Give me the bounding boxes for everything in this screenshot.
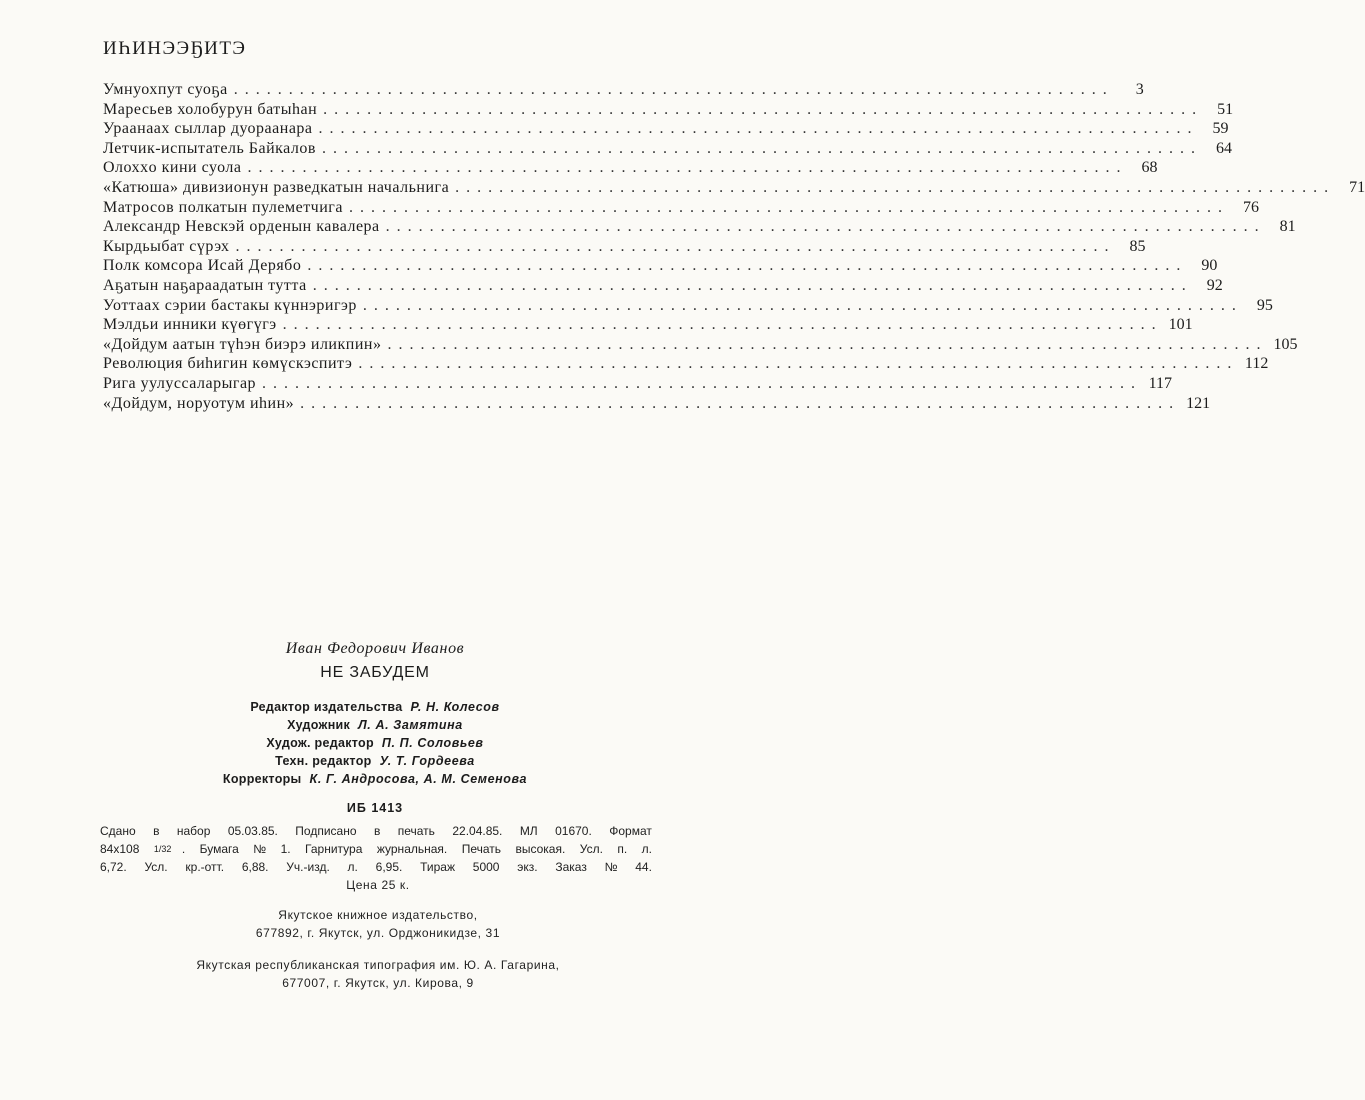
toc-entry-page: 90	[1201, 257, 1218, 275]
toc-entry-title: Матросов полкатын пулеметчига	[103, 198, 343, 216]
pub-word: №	[604, 860, 618, 874]
price: Цена 25 к.	[346, 878, 410, 892]
publisher	[100, 906, 656, 942]
toc-dot-leader: ................................................................................	[312, 276, 1193, 294]
pub-word: п.	[617, 842, 628, 856]
toc-entry-page: 95	[1256, 296, 1273, 314]
toc-entry-title: Рига уулуссаларыгар	[103, 374, 257, 392]
pub-word: .	[181, 842, 186, 856]
toc-entry	[103, 354, 1269, 374]
pub-word: 6,95.	[375, 860, 403, 874]
toc-dot-leader: ................................................................................	[307, 257, 1188, 275]
toc-entry-page: 105	[1273, 335, 1298, 353]
credit-person: Л. А. Замятина	[358, 718, 463, 732]
print-run-line	[100, 858, 656, 876]
imprint-block	[90, 636, 660, 815]
toc-entry-title: Ураанаах сыллар дуораанара	[103, 120, 313, 138]
toc-entry-page: 64	[1215, 139, 1232, 157]
pub-word: Заказ	[555, 860, 587, 874]
toc-entry-page: 3	[1135, 81, 1144, 98]
credit-line	[90, 716, 660, 734]
toc-entry-title: Маресьев холобурун батыһан	[103, 100, 318, 118]
toc-entry-title: «Катюша» дивизионун разведкатын начальнига	[103, 178, 450, 196]
toc-entry-page: 117	[1148, 374, 1173, 392]
publisher-address: 677892, г. Якутск, ул. Орджоникидзе, 31	[255, 926, 501, 940]
pub-word: Подписано	[295, 824, 357, 838]
pub-word: л.	[347, 860, 358, 874]
toc-entry	[103, 178, 1365, 198]
toc-entry-page: 81	[1279, 218, 1296, 236]
pub-word: 22.04.85.	[452, 824, 503, 838]
toc-dot-leader: ................................................................................	[385, 218, 1266, 236]
toc-entry-page: 121	[1186, 394, 1211, 412]
contents-heading: ИҺИНЭЭҔИТЭ	[103, 38, 247, 59]
toc-entry-title: Олохxо кини суола	[103, 159, 242, 177]
pub-word: Печать	[461, 842, 502, 856]
toc-entry	[103, 276, 1223, 296]
pub-word: набор	[176, 824, 211, 838]
toc-entry-page: 59	[1212, 120, 1229, 138]
toc-entry	[103, 394, 1211, 414]
pub-word: л.	[641, 842, 652, 856]
toc-entry	[103, 335, 1298, 355]
pub-word: Формат	[609, 824, 652, 838]
toc-entry-title: Летчик-испытатель Байкалов	[103, 139, 316, 157]
credit-person: К. Г. Андросова, А. М. Семенова	[309, 772, 528, 786]
toc-entry-title: Полк комсора Исай Дерябо	[103, 257, 302, 275]
book-title: НЕ ЗАБУДЕМ	[320, 664, 430, 681]
author-name: Иван Федорович Иванов	[285, 640, 465, 657]
pub-word: Бумага	[199, 842, 239, 856]
credit-line	[90, 752, 660, 770]
toc-entry-page: 112	[1244, 355, 1269, 373]
pub-word: Уч.-изд.	[286, 860, 330, 874]
toc-entry-title: «Дойдум аатын түһэн биэрэ иликпин»	[103, 335, 382, 353]
credits-list	[90, 698, 660, 788]
toc-entry-title: «Дойдум, норуотум иһин»	[103, 394, 295, 412]
toc-entry	[103, 256, 1218, 276]
toc-entry-page: 51	[1217, 100, 1234, 118]
toc-dot-leader: ................................................................................	[233, 81, 1114, 98]
print-dates-line	[100, 822, 656, 840]
pub-word: 05.03.85.	[227, 824, 278, 838]
toc-dot-leader: ................................................................................	[262, 374, 1143, 392]
toc-entry-title: Аҕатын наҕараадатын тутта	[103, 276, 307, 294]
toc-dot-leader: ................................................................................	[358, 355, 1239, 373]
toc-entry-page: 68	[1141, 159, 1158, 177]
pub-word: журнальная.	[376, 842, 448, 856]
toc-entry-title: Уоттаах сэрии бастакы күннэригэр	[103, 296, 357, 314]
toc-entry	[103, 315, 1193, 335]
toc-dot-leader: ................................................................................	[387, 335, 1268, 353]
toc-entry	[103, 296, 1273, 316]
pub-word: 84x108	[100, 842, 140, 856]
pub-word: печать	[397, 824, 435, 838]
pub-word: в	[373, 824, 381, 838]
pub-word: Тираж	[420, 860, 456, 874]
printer-name: Якутская республиканская типография им. Ю. А. Гагарина,	[196, 958, 560, 972]
credit-role: Художник	[287, 718, 351, 732]
pub-word: Усл.	[144, 860, 168, 874]
toc-dot-leader: ................................................................................	[348, 198, 1229, 216]
toc-dot-leader: ................................................................................	[318, 120, 1199, 138]
toc-entry	[103, 80, 1144, 100]
toc-dot-leader: ................................................................................	[235, 237, 1116, 255]
toc-entry-page: 85	[1129, 237, 1146, 255]
toc-entry-title: Умнуохпут суоҕа	[103, 81, 228, 98]
toc-entry	[103, 139, 1232, 159]
pub-word: 5000	[472, 860, 500, 874]
credit-line	[90, 770, 660, 788]
toc-entry-title: Революция биһигин көмүскэспитэ	[103, 355, 353, 373]
toc-entry	[103, 217, 1296, 237]
pub-word: МЛ	[519, 824, 538, 838]
toc-dot-leader: ................................................................................	[247, 159, 1128, 177]
credit-role: Техн. редактор	[275, 754, 372, 768]
format-line	[100, 840, 656, 858]
credit-line	[90, 734, 660, 752]
credit-line	[90, 698, 660, 716]
toc-dot-leader: ................................................................................	[455, 178, 1336, 196]
credit-person: Р. Н. Колесов	[410, 700, 500, 714]
toc-entry-page: 101	[1168, 316, 1193, 334]
publisher-name: Якутское книжное издательство,	[278, 908, 478, 922]
printer-address: 677007, г. Якутск, ул. Кирова, 9	[282, 976, 474, 990]
toc-dot-leader: ................................................................................	[362, 296, 1243, 314]
toc-entry-page: 92	[1206, 276, 1223, 294]
credit-role: Худож. редактор	[266, 736, 374, 750]
pub-word: 6,88.	[241, 860, 269, 874]
publication-details	[100, 822, 656, 992]
pub-word: кр.-отт.	[185, 860, 225, 874]
pub-word: высокая.	[515, 842, 566, 856]
pub-word: №	[253, 842, 267, 856]
credit-person: У. Т. Гордеева	[379, 754, 475, 768]
pub-word: 6,72.	[100, 860, 127, 874]
toc-entry-title: Мэлдьи инники күөгүгэ	[103, 316, 277, 334]
toc-entry-title: Кырдьыбат сүрэх	[103, 237, 230, 255]
credit-person: П. П. Соловьев	[381, 736, 484, 750]
credit-role: Редактор издательства	[250, 700, 403, 714]
pub-word: Усл.	[579, 842, 603, 856]
pub-word: Гарнитура	[305, 842, 363, 856]
toc-dot-leader: ................................................................................	[300, 394, 1181, 412]
ib-number: ИБ 1413	[346, 801, 404, 815]
pub-word: 1/32	[153, 844, 172, 854]
toc-entry	[103, 237, 1146, 257]
toc-dot-leader: ................................................................................	[323, 100, 1204, 118]
toc-dot-leader: ................................................................................	[282, 316, 1163, 334]
table-of-contents	[103, 80, 1365, 413]
pub-word: в	[153, 824, 160, 838]
pub-word: 44.	[635, 860, 652, 874]
credit-role: Корректоры	[222, 772, 302, 786]
pub-word: экз.	[517, 860, 538, 874]
toc-entry-title: Александр Невскэй орденын кавалера	[103, 218, 380, 236]
toc-entry	[103, 100, 1234, 120]
pub-word: 01670.	[555, 824, 592, 838]
toc-entry	[103, 198, 1259, 218]
toc-entry	[103, 374, 1173, 394]
toc-entry-page: 71	[1349, 178, 1365, 196]
toc-dot-leader: ................................................................................	[321, 139, 1202, 157]
pub-word: Сдано	[100, 824, 136, 838]
printer	[100, 956, 656, 992]
toc-entry	[103, 158, 1158, 178]
toc-entry	[103, 119, 1229, 139]
pub-word: 1.	[280, 842, 291, 856]
toc-entry-page: 76	[1242, 198, 1259, 216]
